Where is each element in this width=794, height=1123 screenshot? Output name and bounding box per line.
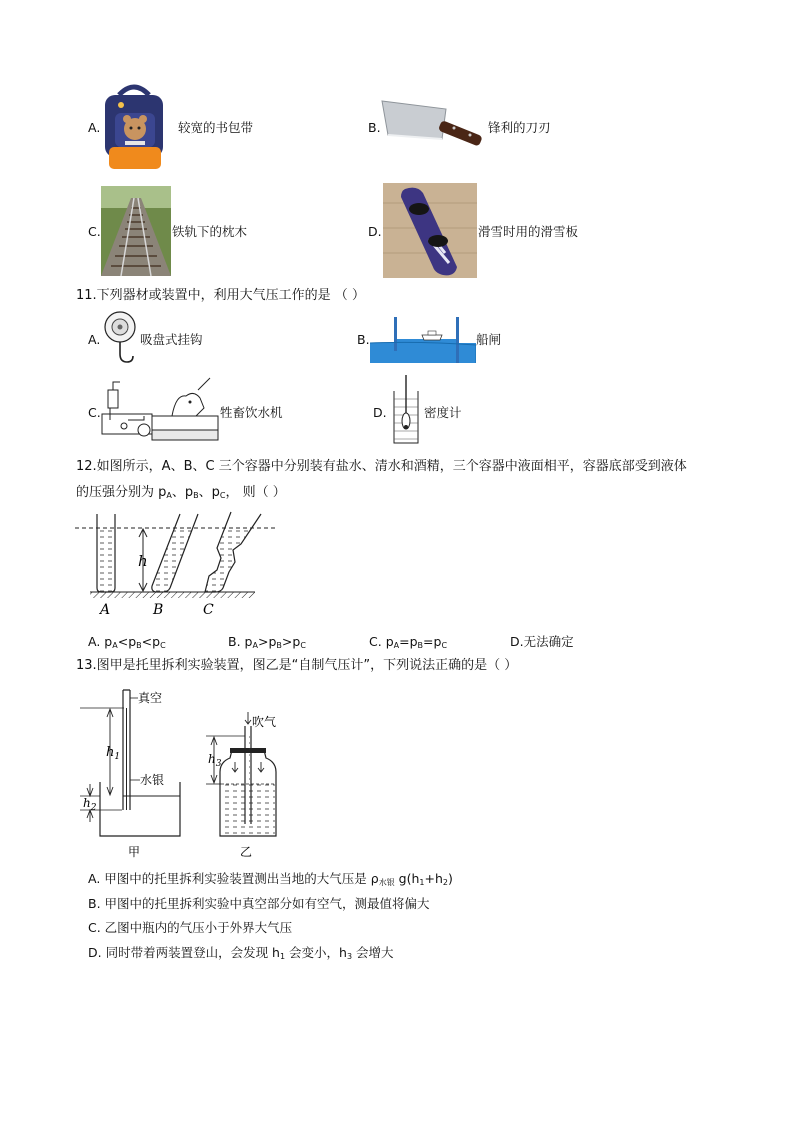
q13-option-a[interactable]: A. 甲图中的托里拆利实验装置测出当地的大气压是 $\rho_{水银}$ $g(h_1+h_2)$	[88, 871, 453, 887]
q11-option-c-letter: C.	[88, 405, 101, 420]
q13-figure	[80, 686, 280, 860]
q10-option-c-text: 铁轨下的枕木	[172, 224, 248, 239]
q12-stem-line2: 的压强分别为 $p_A$、$p_B$、$p_C$， 则（ ）	[76, 485, 286, 500]
q12-option-c[interactable]: C. $p_A=p_B=p_C$	[369, 634, 448, 650]
mercury-label: 水银	[140, 773, 165, 787]
q11-option-b-text: 船闸	[476, 332, 502, 347]
label-b: B	[153, 602, 164, 618]
vacuum-label: 真空	[138, 691, 163, 705]
q10-option-c-letter: C.	[88, 224, 101, 239]
q10-option-b-text: 锋利的刀刃	[488, 120, 551, 135]
q13-option-b[interactable]: B. 甲图中的托里拆利实验中真空部分如有空气，测最值将偏大	[88, 896, 430, 911]
q11-stem: 11.下列器材或装置中，利用大气压工作的是 （ ）	[76, 288, 365, 303]
q10-option-a-text: 较宽的书包带	[178, 120, 254, 135]
q11-option-d-letter: D.	[373, 405, 387, 420]
q13-stem: 13.图甲是托里拆利实验装置，图乙是“自制气压计”，下列说法正确的是（ ）	[76, 658, 518, 673]
q11-option-d-text: 密度计	[424, 405, 462, 420]
q11-option-b-letter: B.	[357, 332, 370, 347]
q10-option-d-letter: D.	[368, 224, 382, 239]
yi-label: 乙	[240, 845, 253, 859]
q12-option-d[interactable]: D.无法确定	[510, 634, 574, 649]
torricelli-apparatus	[80, 690, 180, 859]
q12-option-b[interactable]: B. $p_A>p_B>p_C$	[228, 634, 306, 650]
h2-label: $h_2$	[83, 796, 97, 813]
height-label: h	[138, 552, 148, 570]
q13-option-d[interactable]: D. 同时带着两装置登山，会发现 $h_1$ 会变小，$h_3$ 会增大	[88, 945, 394, 961]
q12-containers-figure	[75, 510, 275, 622]
q11-option-c-text: 牲畜饮水机	[220, 405, 283, 420]
q10-option-a-letter: A.	[88, 120, 101, 135]
ground-hatch	[90, 592, 255, 598]
h3-label: $h_3$	[208, 752, 222, 769]
blow-label: 吹气	[252, 715, 277, 729]
q12-stem-line1: 12.如图所示，A、B、C 三个容器中分别装有盐水、清水和酒精，三个容器中液面相平，容器底部受到液体	[76, 459, 687, 474]
ship-lock-image	[370, 315, 476, 363]
q13-option-c[interactable]: C. 乙图中瓶内的气压小于外界大气压	[88, 920, 293, 935]
railway-sleepers-image	[101, 186, 171, 276]
livestock-water-dispenser-image	[100, 376, 220, 444]
q11-option-a-text: 吸盘式挂钩	[140, 332, 203, 347]
hydrometer-image	[392, 373, 420, 445]
homemade-barometer	[206, 712, 276, 859]
q11-option-a-letter: A.	[88, 332, 101, 347]
label-a: A	[100, 602, 111, 618]
suction-hook-image	[100, 310, 140, 370]
backpack-image	[99, 81, 171, 173]
q10-option-b-letter: B.	[368, 120, 381, 135]
h1-label: $h_1$	[106, 745, 121, 762]
cleaver-knife-image	[380, 95, 490, 157]
q10-option-d-text: 滑雪时用的滑雪板	[478, 224, 579, 239]
label-c: C	[203, 602, 214, 618]
jia-label: 甲	[128, 845, 141, 859]
q12-option-a[interactable]: A. $p_A<p_B<p_C$	[88, 634, 166, 650]
snowboard-image	[383, 183, 477, 278]
